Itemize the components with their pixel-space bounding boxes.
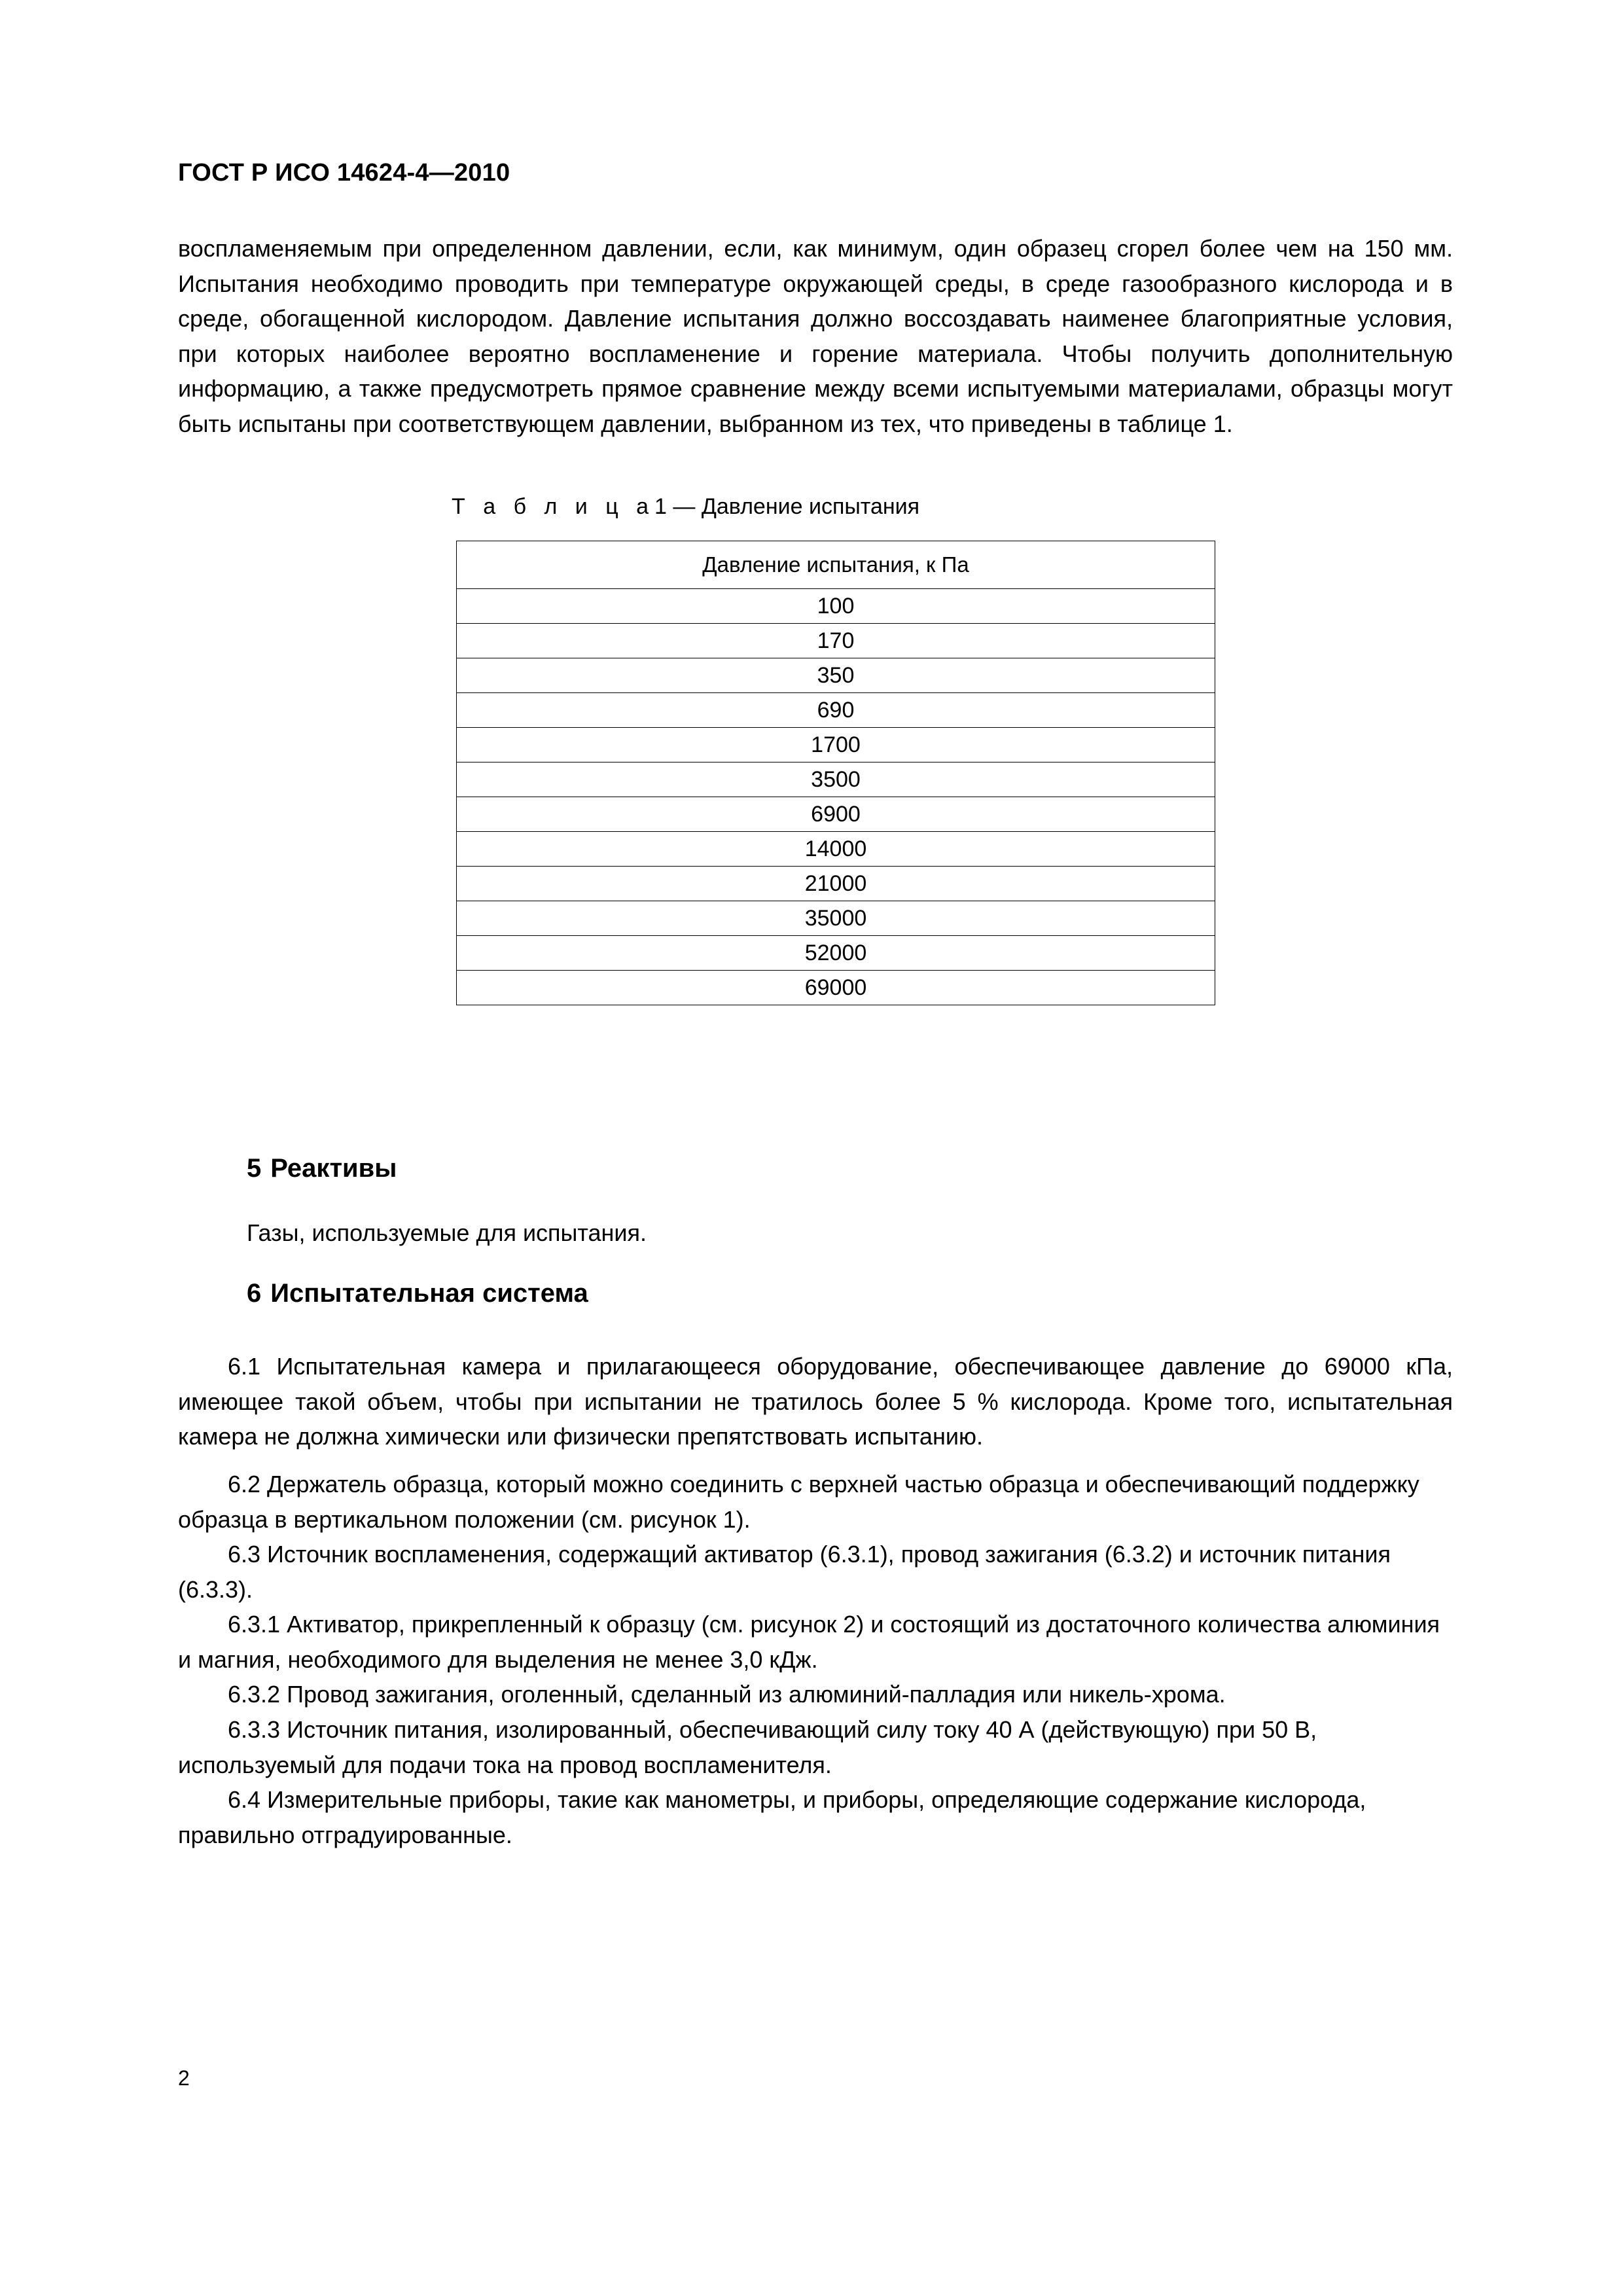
- table-row: [457, 693, 1215, 728]
- table-row: [457, 936, 1215, 971]
- cell-pressure-value: 21000: [457, 867, 1215, 901]
- clause-6-3-3: [178, 1712, 1453, 1782]
- table-caption-title: Давление испытания: [701, 494, 920, 519]
- table-row: [457, 589, 1215, 624]
- clause-6-3-2: [178, 1677, 1453, 1712]
- table-row: [457, 901, 1215, 936]
- clause-6-1: [178, 1349, 1453, 1454]
- table-row: [457, 762, 1215, 797]
- clause-6-1-text: 6.1 Испытательная камера и прилагающееся оборудование, обеспечивающее давление до 69000 кПа, имеющее такой объем, чтобы при испытании не тратилось более 5 % кислорода. Кроме того, испытательная камера не должна химически или физически препятствовать испытанию.: [178, 1353, 1453, 1450]
- table-caption-dash: —: [673, 494, 696, 519]
- cell-pressure-value: 690: [457, 693, 1215, 728]
- table-caption-label: Т а б л и ц а: [452, 494, 655, 519]
- clause-6-2-text: 6.2 Держатель образца, который можно соединить с верхней частью образца и обеспечивающий поддержку образца в вертикальном положении (см. рисунок 1).: [178, 1471, 1419, 1533]
- cell-pressure-value: 350: [457, 658, 1215, 693]
- table-row: [457, 867, 1215, 901]
- table-row: [457, 797, 1215, 832]
- table-row: [457, 832, 1215, 867]
- cell-pressure-value: 52000: [457, 936, 1215, 971]
- section-5-body: Газы, используемые для испытания.: [247, 1219, 647, 1246]
- table-header-row: [457, 541, 1215, 589]
- table-row: [457, 728, 1215, 762]
- section-heading-5: [247, 1154, 397, 1183]
- section-number-5: 5: [247, 1154, 262, 1183]
- cell-pressure-value: 6900: [457, 797, 1215, 832]
- table-row: [457, 624, 1215, 658]
- page-number: 2: [178, 2066, 190, 2090]
- section-title-5: Реактивы: [270, 1154, 397, 1183]
- intro-paragraph-block: [178, 231, 1453, 441]
- clause-6-4: [178, 1782, 1453, 1852]
- cell-pressure-value: 100: [457, 589, 1215, 624]
- section-heading-6: [247, 1279, 588, 1308]
- section-number-6: 6: [247, 1279, 262, 1308]
- cell-pressure-value: 14000: [457, 832, 1215, 867]
- clause-6-3-3-text: 6.3.3 Источник питания, изолированный, обеспечивающий силу току 40 А (действующую) при 50 В, используемый для подачи тока на провод воспламенителя.: [178, 1716, 1317, 1778]
- clause-6-4-text: 6.4 Измерительные приборы, такие как манометры, и приборы, определяющие содержание кислорода, правильно отградуированные.: [178, 1786, 1366, 1848]
- section-title-6: Испытательная система: [270, 1279, 588, 1308]
- clause-6-3-1-text: 6.3.1 Активатор, прикрепленный к образцу (см. рисунок 2) и состоящий из достаточного количества алюминия и магния, необходимого для выделения не менее 3,0 кДж.: [178, 1611, 1440, 1673]
- table-row: [457, 971, 1215, 1005]
- intro-paragraph: воспламеняемым при определенном давлении, если, как минимум, один образец сгорел более чем на 150 мм. Испытания необходимо проводить при температуре окружающей среды, в среде газообразного кислорода и в среде, обогащенной кислородом. Давление испытания должно воссоздавать наименее благоприятные условия, при которых наиболее вероятно воспламенение и горение материала. Чтобы получить дополнительную информацию, а также предусмотреть прямое сравнение между всеми испытуемыми материалами, образцы могут быть испытаны при соответствующем давлении, выбранном из тех, что приведены в таблице 1.: [178, 235, 1453, 437]
- clause-6-3: [178, 1537, 1453, 1607]
- cell-pressure-value: 1700: [457, 728, 1215, 762]
- table-row: [457, 658, 1215, 693]
- pressure-table: [456, 541, 1215, 1005]
- column-header-pressure: Давление испытания, к Па: [457, 541, 1215, 589]
- cell-pressure-value: 170: [457, 624, 1215, 658]
- clause-6-3-1: [178, 1607, 1453, 1677]
- clause-6-3-2-text: 6.3.2 Провод зажигания, оголенный, сделанный из алюминий-палладия или никель-хрома.: [228, 1681, 1226, 1708]
- table-caption-number: 1: [654, 494, 667, 519]
- running-header: ГОСТ Р ИСО 14624-4—2010: [178, 159, 510, 187]
- table-head: [457, 541, 1215, 589]
- clause-6-3-text: 6.3 Источник воспламенения, содержащий активатор (6.3.1), провод зажигания (6.3.2) и источник питания (6.3.3).: [178, 1541, 1391, 1603]
- table-body: [457, 589, 1215, 1005]
- clause-6-2: [178, 1467, 1453, 1537]
- cell-pressure-value: 35000: [457, 901, 1215, 936]
- cell-pressure-value: 69000: [457, 971, 1215, 1005]
- cell-pressure-value: 3500: [457, 762, 1215, 797]
- table-caption: [452, 494, 919, 520]
